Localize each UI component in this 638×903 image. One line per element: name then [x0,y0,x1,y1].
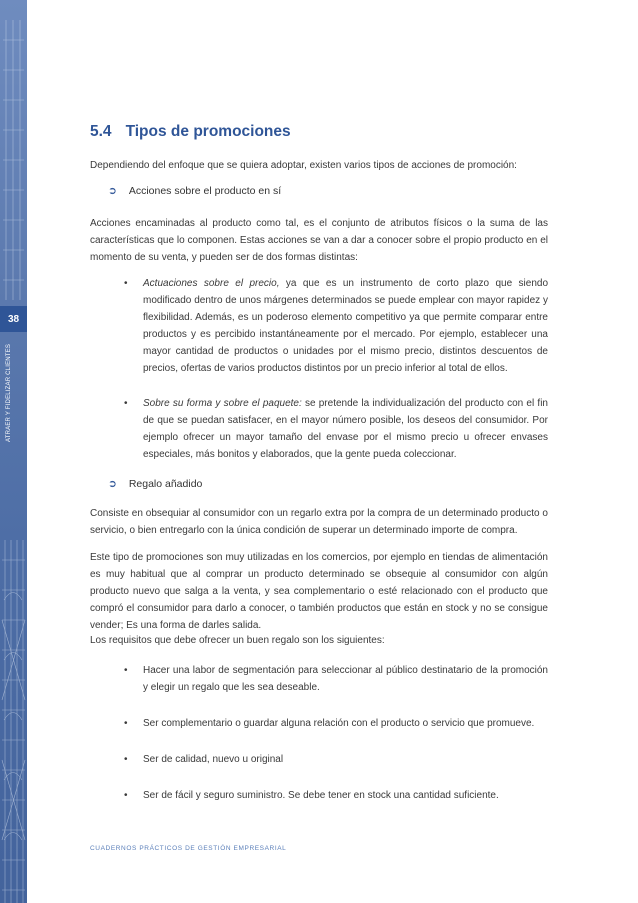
bullet-icon: • [124,754,128,765]
subsection-heading-text: Regalo añadido [128,478,203,490]
gift-paragraph-2: Este tipo de promociones son muy utilizadas en los comercios, por ejemplo en tiendas de alimentación es muy habitual que al comprar un producto determinado se obsequie al consumidor con algún producto nuevo que salga a la venta, y sea complementario o esté relacionado con el producto que compró el consumidor para darlo a conocer, o también productos que están en stock y no se consigue vender; Es una forma de darles salida. [90,552,548,631]
list-item [124,751,548,768]
list-item [124,787,548,804]
arrow-icon: ➲ [108,478,117,490]
bullet-lead: Sobre su forma y sobre el paquete: [143,398,302,409]
bullet-text: Hacer una labor de segmentación para seleccionar al público destinatario de la promoción y elegir un regalo que les sea deseable. [143,665,548,693]
bullet-lead: Actuaciones sobre el precio, [143,278,280,289]
bullet-text: se pretende la individualización del producto con el fin de que se puedan satisfacer, en el mayor número posible, los deseos del consumidor. Por ejemplo ofrecer un mayor tamaño del envase por el mismo precio u ofrecer envases especiales, más bonitos y elaborados, que la gente pueda coleccionar. [143,398,548,460]
list-item [124,715,548,732]
sidebar-strip [0,0,27,903]
gift-bullet-list [124,662,548,804]
section-number: 5.4 [90,123,112,140]
list-item [124,275,548,377]
bullet-icon: • [124,718,128,729]
bullet-icon: • [124,665,128,676]
page-footer: CUADERNOS PRÁCTICOS DE GESTIÓN EMPRESARIAL [90,845,287,852]
product-bullet-list [124,275,548,463]
bullet-icon: • [124,790,128,801]
bullet-text: Ser complementario o guardar alguna relación con el producto o servicio que promueve. [143,718,535,729]
gift-paragraph-1: Consiste en obsequiar al consumidor con un regarlo extra por la compra de un determinado producto o servicio, o bien entregarlo con la única condición de superar un determinado importe de compra. [90,508,548,536]
bullet-icon: • [124,398,128,409]
subsection-heading-gift [108,478,202,490]
bullet-text: Ser de calidad, nuevo u original [143,754,284,765]
subsection-heading-product [108,185,281,197]
product-paragraph: Acciones encaminadas al producto como tal, es el conjunto de atributos físicos o la suma de las características que lo componen. Estas acciones se van a dar a conocer sobre el propio producto en el momento de su venta, y pueden ser de dos formas distintas: [90,218,548,263]
bullet-text: ya que es un instrumento de corto plazo que siendo modificado dentro de unos márgenes determinados se puede emplear con mayor rapidez y flexibilidad. Además, es un poderoso elemento competitivo ya que permite comparar entre productos y es percibido instantáneamente por el mercado. Por ejemplo, establecer una mayor cantidad de productos o unidades por el mismo precio, distintos descuentos de precios, ofertas de varios productos distintos por un precio inferior al total de ellos. [143,278,549,374]
section-title-text: Tipos de promociones [125,123,291,140]
list-item [124,662,548,696]
arrow-icon: ➲ [108,185,117,197]
subsection-heading-text: Acciones sobre el producto en sí [128,185,282,197]
section-side-label: ATRAER Y FIDELIZAR CLIENTES [6,343,12,442]
bullet-icon: • [124,278,128,289]
section-title [90,123,291,141]
bullet-text: Ser de fácil y seguro suministro. Se debe tener en stock una cantidad suficiente. [143,790,499,801]
gift-paragraph-3: Los requisitos que debe ofrecer un buen regalo son los siguientes: [90,635,385,646]
sidebar-architecture-illustration [0,0,27,903]
intro-paragraph: Dependiendo del enfoque que se quiera adoptar, existen varios tipos de acciones de promoción: [90,160,517,171]
list-item [124,395,548,463]
page-number: 38 [0,306,27,332]
